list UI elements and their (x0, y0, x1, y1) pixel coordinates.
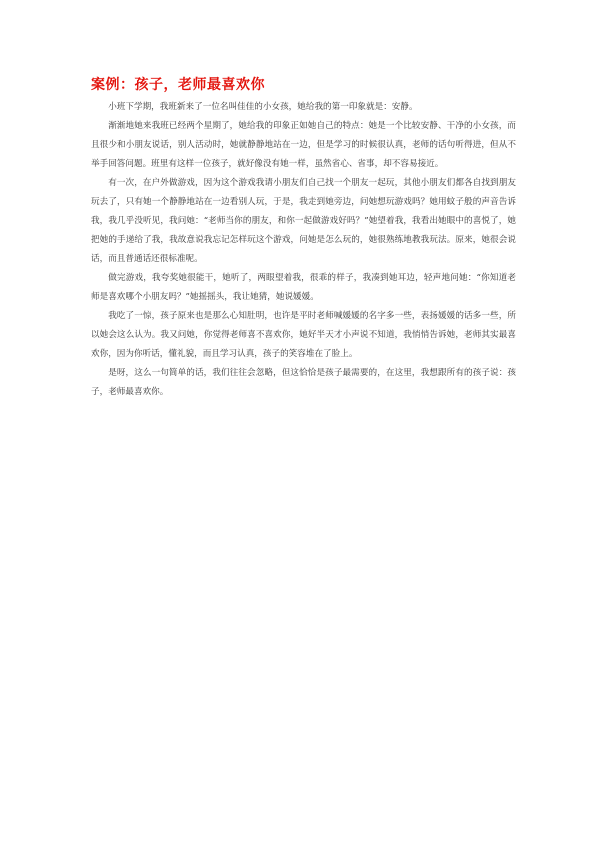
paragraph-6: 是呀，这么一句简单的话，我们往往会忽略，但这恰恰是孩子最需要的，在这里，我想跟所有的孩子说：孩子，老师最喜欢你。 (91, 368, 516, 397)
document-body (91, 98, 516, 402)
document-title: 案例：孩子，老师最喜欢你 (91, 77, 265, 93)
paragraph-3: 有一次，在户外做游戏，因为这个游戏我请小朋友们自己找一个朋友一起玩，其他小朋友们都各自找到朋友玩去了，只有她一个静静地站在一边看别人玩，于是，我走到她旁边，问她想玩游戏吗？她用蚊子般的声音告诉我，我几乎没听见，我问她：“老师当你的朋友，和你一起做游戏好吗？”她望着我，我看出她眼中的喜悦了，她把她的手递给了我，我故意说我忘记怎样玩这个游戏，问她是怎么玩的，她很熟练地教我玩法。原来，她很会说话，而且普通话还很标准呢。 (91, 178, 516, 264)
paragraph-2: 渐渐地她来我班已经两个星期了，她给我的印象正如她自己的特点：她是一个比较安静、干净的小女孩，而且很少和小朋友说话，别人活动时，她就静静地站在一边，但是学习的时候很认真，老师的话句听得进，但从不举手回答问题。班里有这样一位孩子，就好像没有她一样，虽然省心、省事，却不容易接近。 (91, 121, 516, 169)
paragraph-4: 做完游戏，我夸奖她很能干，她听了，两眼望着我，很乖的样子，我凑到她耳边，轻声地问她：“你知道老师是喜欢哪个小朋友吗？”她摇摇头，我让她猜，她说媛媛。 (91, 273, 516, 302)
paragraph-5: 我吃了一惊，孩子原来也是那么心知肚明，也许是平时老师喊媛媛的名字多一些，表扬媛媛的话多一些，所以她会这么认为。我又问她，你觉得老师喜不喜欢你，她好半天才小声说不知道，我悄悄告诉她，老师其实最喜欢你，因为你听话，懂礼貌，而且学习认真，孩子的笑容堆在了脸上。 (91, 311, 516, 359)
paragraph-1: 小班下学期，我班新来了一位名叫佳佳的小女孩，她给我的第一印象就是：安静。 (108, 102, 418, 112)
